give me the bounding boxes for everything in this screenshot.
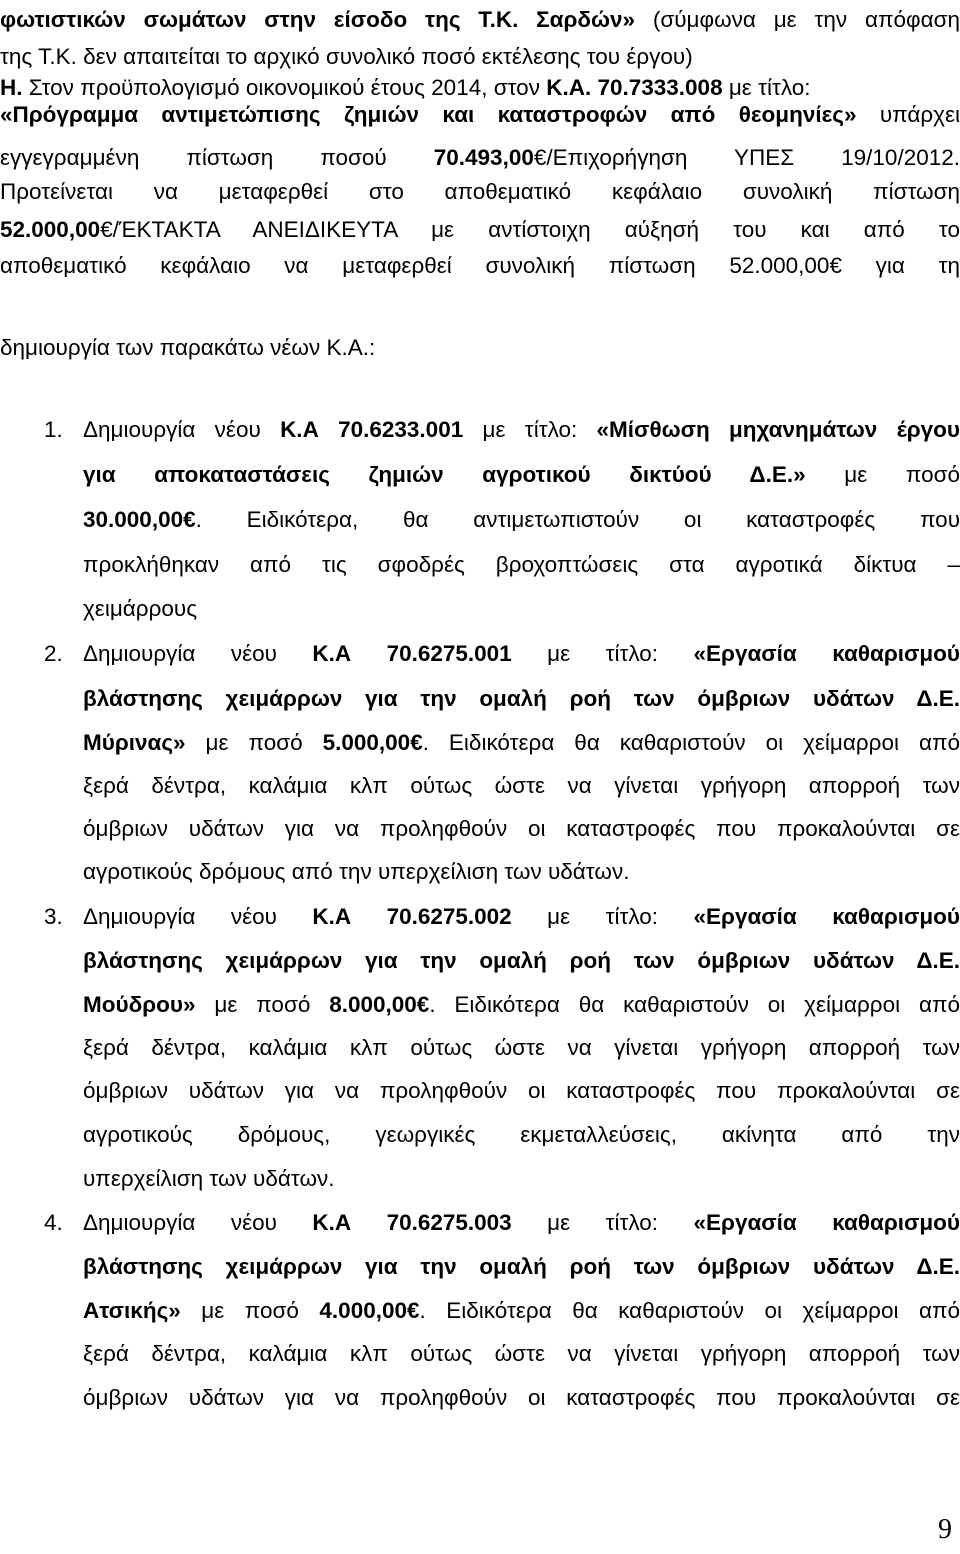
- item-number: 4.: [44, 1210, 63, 1235]
- intro-line-6: Προτείνεται να μεταφερθεί στο αποθεματικό κεφάλαιο συνολική πίστωση: [0, 179, 960, 204]
- item-number: 3.: [44, 904, 63, 929]
- item-1-line-1: Δημιουργία νέου Κ.Α 70.6233.001 με τίτλο: «Μίσθωση μηχανημάτων έργου: [83, 417, 960, 442]
- item-2-line-6: αγροτικούς δρόμους από την υπερχείλιση των υδάτων.: [83, 859, 630, 884]
- item-2-line-5: όμβριων υδάτων για να προληφθούν οι καταστροφές που προκαλούνται σε: [83, 816, 960, 841]
- intro-line-9: δημιουργία των παρακάτω νέων Κ.Α.:: [0, 335, 376, 360]
- item-number: 2.: [44, 641, 63, 666]
- item-1-line-3: 30.000,00€. Ειδικότερα, θα αντιμετωπιστούν οι καταστροφές που: [83, 507, 960, 532]
- item-4-line-2: βλάστησης χειμάρρων για την ομαλή ροή των όμβριων υδάτων Δ.Ε.: [83, 1254, 960, 1279]
- intro-line-5: εγγεγραμμένη πίστωση ποσού 70.493,00€/Επιχορήγηση ΥΠΕΣ 19/10/2012.: [0, 145, 960, 170]
- euro-sign: €: [416, 992, 430, 1017]
- item-3-line-5: όμβριων υδάτων για να προληφθούν οι καταστροφές που προκαλούνται σε: [83, 1078, 960, 1103]
- item-number: 1.: [44, 417, 63, 442]
- item-3-line-3: Μούδρου» με ποσό 8.000,00€. Ειδικότερα θα καθαριστούν οι χείμαρροι από: [83, 992, 960, 1017]
- euro-sign: €: [410, 730, 423, 755]
- intro-line-2: της Τ.Κ. δεν απαιτείται το αρχικό συνολικό ποσό εκτέλεσης του έργου): [0, 44, 693, 69]
- item-4-line-3: Ατσικής» με ποσό 4.000,00€. Ειδικότερα θα καθαριστούν οι χείμαρροι από: [83, 1298, 960, 1323]
- item-3-line-6: αγροτικούς δρόμους, γεωργικές εκμεταλλεύσεις, ακίνητα από την: [83, 1122, 960, 1147]
- item-3-line-2: βλάστησης χειμάρρων για την ομαλή ροή των όμβριων υδάτων Δ.Ε.: [83, 948, 960, 973]
- item-2-line-2: βλάστησης χειμάρρων για την ομαλή ροή των όμβριων υδάτων Δ.Ε.: [83, 686, 960, 711]
- item-1-line-5: χειμάρρους: [83, 596, 198, 621]
- intro-line-1: φωτιστικών σωμάτων στην είσοδο της Τ.Κ. Σαρδών» (σύμφωνα με την απόφαση: [0, 7, 960, 32]
- item-4-line-5: όμβριων υδάτων για να προληφθούν οι καταστροφές που προκαλούνται σε: [83, 1385, 960, 1410]
- item-3-line-1: Δημιουργία νέου Κ.Α 70.6275.002 με τίτλο: «Εργασία καθαρισμού: [83, 904, 960, 929]
- page-number: 9: [938, 1514, 952, 1545]
- euro-sign: €: [533, 145, 547, 170]
- item-4-line-4: ξερά δέντρα, καλάμια κλπ ούτως ώστε να γίνεται γρήγορη απορροή των: [83, 1341, 960, 1366]
- euro-sign: €: [183, 507, 196, 532]
- item-3-line-4: ξερά δέντρα, καλάμια κλπ ούτως ώστε να γίνεται γρήγορη απορροή των: [83, 1035, 960, 1060]
- intro-line-7: 52.000,00€/ΈΚΤΑΚΤΑ ΑΝΕΙΔΙΚΕΥΤΑ με αντίστοιχη αύξησή του και από το: [0, 217, 960, 242]
- item-4-line-1: Δημιουργία νέου Κ.Α 70.6275.003 με τίτλο: «Εργασία καθαρισμού: [83, 1210, 960, 1235]
- item-1-line-2: για αποκαταστάσεις ζημιών αγροτικού δικτύού Δ.Ε.» με ποσό: [83, 462, 960, 487]
- item-2-line-3: Μύρινας» με ποσό 5.000,00€. Ειδικότερα θα καθαριστούν οι χείμαρροι από: [83, 730, 960, 755]
- item-3-line-7: υπερχείλιση των υδάτων.: [83, 1166, 335, 1191]
- euro-sign: €: [829, 253, 842, 278]
- intro-line-8: αποθεματικό κεφάλαιο να μεταφερθεί συνολική πίστωση 52.000,00€ για τη: [0, 253, 960, 278]
- euro-sign: €: [407, 1298, 420, 1323]
- intro-line-3: Η. Στον προϋπολογισμό οικονομικού έτους 2014, στον Κ.Α. 70.7333.008 με τίτλο:: [0, 75, 811, 100]
- item-2-line-1: Δημιουργία νέου Κ.Α 70.6275.001 με τίτλο: «Εργασία καθαρισμού: [83, 641, 960, 666]
- intro-line-4: «Πρόγραμμα αντιμετώπισης ζημιών και καταστροφών από θεομηνίες» υπάρχει: [0, 102, 960, 127]
- euro-sign: €: [100, 217, 113, 242]
- item-1-line-4: προκλήθηκαν από τις σφοδρές βροχοπτώσεις στα αγροτικά δίκτυα –: [83, 552, 960, 577]
- item-2-line-4: ξερά δέντρα, καλάμια κλπ ούτως ώστε να γίνεται γρήγορη απορροή των: [83, 773, 960, 798]
